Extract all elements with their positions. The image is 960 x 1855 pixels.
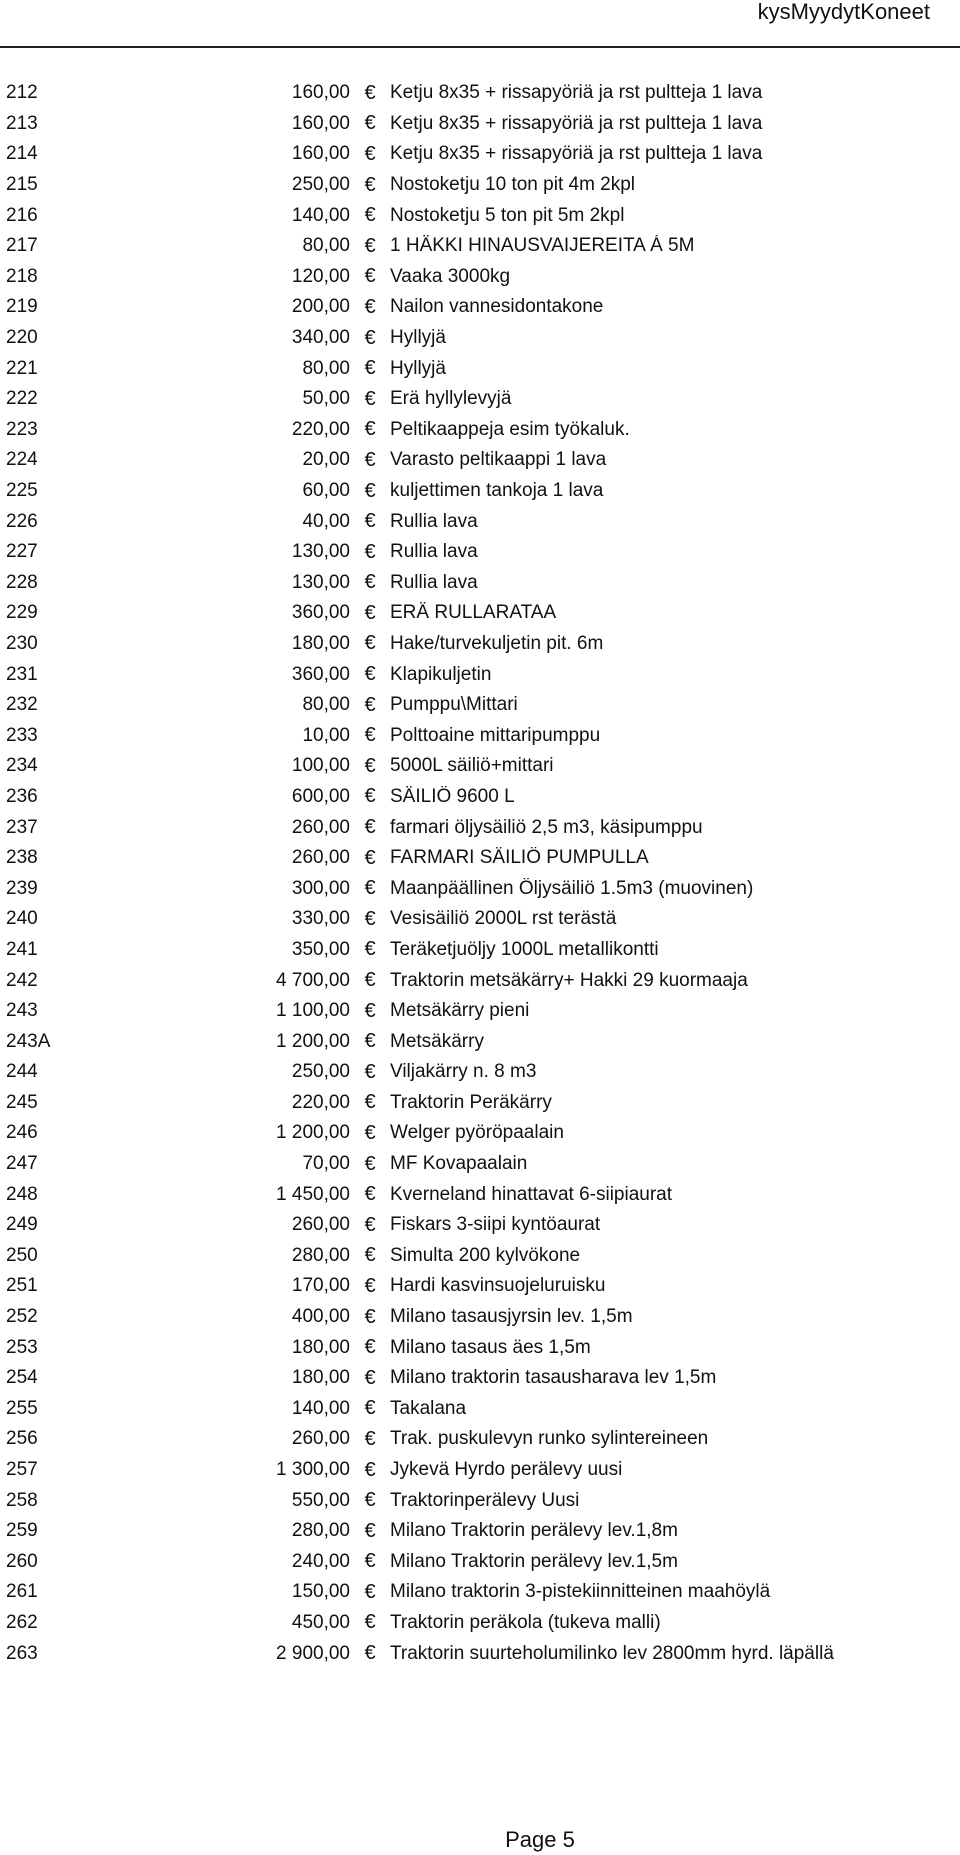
euro-sign: € xyxy=(364,1060,376,1083)
item-number: 243 xyxy=(6,1000,38,1022)
item-price: 260,00 xyxy=(291,1428,350,1450)
item-number: 218 xyxy=(6,265,38,287)
item-description: 5000L säiliö+mittari xyxy=(390,755,554,777)
item-description: Teräketjuöljy 1000L metallikontti xyxy=(390,938,659,960)
list-item xyxy=(0,598,960,629)
item-price: 220,00 xyxy=(291,1091,350,1113)
item-number: 222 xyxy=(6,388,38,410)
list-item xyxy=(0,904,960,935)
euro-sign: € xyxy=(364,540,376,563)
item-description: Milano tasausjyrsin lev. 1,5m xyxy=(390,1306,633,1328)
euro-sign: € xyxy=(364,1274,376,1297)
list-item xyxy=(0,78,960,109)
item-number: 229 xyxy=(6,602,38,624)
item-number: 250 xyxy=(6,1244,38,1266)
list-item xyxy=(0,1455,960,1486)
item-number: 255 xyxy=(6,1397,38,1419)
list-item xyxy=(0,323,960,354)
list-item xyxy=(0,1485,960,1516)
item-description: kuljettimen tankoja 1 lava xyxy=(390,480,604,502)
item-price: 400,00 xyxy=(291,1306,350,1328)
item-price: 80,00 xyxy=(302,357,350,379)
item-description: Kverneland hinattavat 6-siipiaurat xyxy=(390,1183,673,1205)
item-price: 2 900,00 xyxy=(276,1642,350,1664)
item-number: 237 xyxy=(6,816,38,838)
item-price: 1 100,00 xyxy=(276,1000,350,1022)
item-description: Milano Traktorin perälevy lev.1,8m xyxy=(390,1520,678,1542)
item-price: 160,00 xyxy=(291,112,350,134)
item-price: 40,00 xyxy=(302,510,350,532)
list-item xyxy=(0,659,960,690)
euro-sign: € xyxy=(364,601,376,624)
list-item xyxy=(0,1363,960,1394)
item-description: Milano traktorin tasausharava lev 1,5m xyxy=(390,1367,717,1389)
item-price: 220,00 xyxy=(291,418,350,440)
item-number: 219 xyxy=(6,296,38,318)
item-price: 180,00 xyxy=(291,1336,350,1358)
item-description: ERÄ RULLARATAA xyxy=(390,602,557,624)
euro-sign: € xyxy=(364,418,376,441)
item-price: 200,00 xyxy=(291,296,350,318)
euro-sign: € xyxy=(364,387,376,410)
item-number: 261 xyxy=(6,1581,38,1603)
list-item xyxy=(0,1241,960,1272)
euro-sign: € xyxy=(364,938,376,961)
euro-sign: € xyxy=(364,969,376,992)
item-list xyxy=(0,78,960,1669)
item-description: SÄILIÖ 9600 L xyxy=(390,785,515,807)
item-description: Rullia lava xyxy=(390,541,478,563)
item-description: Peltikaappeja esim työkaluk. xyxy=(390,418,630,440)
item-price: 260,00 xyxy=(291,1214,350,1236)
item-number: 239 xyxy=(6,877,38,899)
item-number: 236 xyxy=(6,785,38,807)
euro-sign: € xyxy=(364,1397,376,1420)
list-item xyxy=(0,1332,960,1363)
item-price: 130,00 xyxy=(291,571,350,593)
euro-sign: € xyxy=(364,510,376,533)
item-price: 160,00 xyxy=(291,82,350,104)
list-item xyxy=(0,109,960,140)
item-number: 232 xyxy=(6,694,38,716)
list-item xyxy=(0,537,960,568)
euro-sign: € xyxy=(364,112,376,135)
item-number: 212 xyxy=(6,82,38,104)
list-item xyxy=(0,1516,960,1547)
euro-sign: € xyxy=(364,1091,376,1114)
euro-sign: € xyxy=(364,204,376,227)
euro-sign: € xyxy=(364,265,376,288)
item-price: 140,00 xyxy=(291,204,350,226)
item-description: Nostoketju 5 ton pit 5m 2kpl xyxy=(390,204,625,226)
item-price: 550,00 xyxy=(291,1489,350,1511)
item-description: Takalana xyxy=(390,1397,467,1419)
euro-sign: € xyxy=(364,1121,376,1144)
euro-sign: € xyxy=(364,846,376,869)
item-number: 221 xyxy=(6,357,38,379)
item-number: 230 xyxy=(6,632,38,654)
item-number: 224 xyxy=(6,449,38,471)
list-item xyxy=(0,1302,960,1333)
item-price: 250,00 xyxy=(291,174,350,196)
item-description: Nailon vannesidontakone xyxy=(390,296,604,318)
list-item xyxy=(0,1088,960,1119)
euro-sign: € xyxy=(364,1336,376,1359)
item-number: 220 xyxy=(6,327,38,349)
item-number: 247 xyxy=(6,1153,38,1175)
item-number: 260 xyxy=(6,1550,38,1572)
list-item xyxy=(0,1210,960,1241)
list-item xyxy=(0,782,960,813)
list-item xyxy=(0,629,960,660)
item-description: Traktorin Peräkärry xyxy=(390,1091,552,1113)
item-number: 223 xyxy=(6,418,38,440)
euro-sign: € xyxy=(364,1244,376,1267)
euro-sign: € xyxy=(364,1519,376,1542)
item-number: 263 xyxy=(6,1642,38,1664)
list-item xyxy=(0,1179,960,1210)
item-price: 450,00 xyxy=(291,1611,350,1633)
euro-sign: € xyxy=(364,785,376,808)
list-item xyxy=(0,568,960,599)
list-item xyxy=(0,690,960,721)
item-number: 227 xyxy=(6,541,38,563)
item-price: 350,00 xyxy=(291,938,350,960)
item-description: FARMARI SÄILIÖ PUMPULLA xyxy=(390,847,649,869)
euro-sign: € xyxy=(364,1183,376,1206)
euro-sign: € xyxy=(364,1152,376,1175)
item-number: 226 xyxy=(6,510,38,532)
list-item xyxy=(0,1149,960,1180)
euro-sign: € xyxy=(364,173,376,196)
item-description: Hyllyjä xyxy=(390,357,446,379)
euro-sign: € xyxy=(364,1642,376,1665)
euro-sign: € xyxy=(364,1611,376,1634)
item-number: 246 xyxy=(6,1122,38,1144)
item-number: 244 xyxy=(6,1061,38,1083)
item-number: 231 xyxy=(6,663,38,685)
list-item xyxy=(0,1547,960,1578)
list-item xyxy=(0,996,960,1027)
list-item xyxy=(0,292,960,323)
list-item xyxy=(0,139,960,170)
item-price: 340,00 xyxy=(291,327,350,349)
item-price: 170,00 xyxy=(291,1275,350,1297)
item-number: 225 xyxy=(6,480,38,502)
item-description: Rullia lava xyxy=(390,510,478,532)
item-description: Metsäkärry xyxy=(390,1030,484,1052)
list-item xyxy=(0,1118,960,1149)
item-description: Jykevä Hyrdo perälevy uusi xyxy=(390,1459,623,1481)
item-description: Traktorin suurteholumilinko lev 2800mm hyrd. läpällä xyxy=(390,1642,834,1664)
item-number: 248 xyxy=(6,1183,38,1205)
euro-sign: € xyxy=(364,1366,376,1389)
euro-sign: € xyxy=(364,295,376,318)
list-item xyxy=(0,1638,960,1669)
item-number: 245 xyxy=(6,1091,38,1113)
item-number: 242 xyxy=(6,969,38,991)
euro-sign: € xyxy=(364,571,376,594)
euro-sign: € xyxy=(364,663,376,686)
item-number: 228 xyxy=(6,571,38,593)
header-rule xyxy=(0,46,960,48)
item-price: 70,00 xyxy=(302,1153,350,1175)
euro-sign: € xyxy=(364,1305,376,1328)
list-item xyxy=(0,1271,960,1302)
euro-sign: € xyxy=(364,326,376,349)
item-number: 243A xyxy=(6,1030,51,1052)
list-item xyxy=(0,231,960,262)
item-price: 600,00 xyxy=(291,785,350,807)
item-description: Maanpäällinen Öljysäiliö 1.5m3 (muovinen) xyxy=(390,877,754,899)
item-number: 217 xyxy=(6,235,38,257)
euro-sign: € xyxy=(364,81,376,104)
item-description: Traktorin metsäkärry+ Hakki 29 kuormaaja xyxy=(390,969,748,991)
item-price: 240,00 xyxy=(291,1550,350,1572)
item-price: 140,00 xyxy=(291,1397,350,1419)
euro-sign: € xyxy=(364,1550,376,1573)
item-price: 250,00 xyxy=(291,1061,350,1083)
list-item xyxy=(0,751,960,782)
list-item xyxy=(0,170,960,201)
item-description: Traktorinperälevy Uusi xyxy=(390,1489,580,1511)
item-price: 10,00 xyxy=(302,724,350,746)
item-price: 1 450,00 xyxy=(276,1183,350,1205)
item-price: 280,00 xyxy=(291,1244,350,1266)
list-item xyxy=(0,1424,960,1455)
euro-sign: € xyxy=(364,357,376,380)
euro-sign: € xyxy=(364,448,376,471)
item-number: 256 xyxy=(6,1428,38,1450)
item-description: Metsäkärry pieni xyxy=(390,1000,530,1022)
euro-sign: € xyxy=(364,754,376,777)
item-description: Ketju 8x35 + rissapyöriä ja rst pultteja 1 lava xyxy=(390,112,763,134)
list-item xyxy=(0,1608,960,1639)
item-price: 300,00 xyxy=(291,877,350,899)
list-item xyxy=(0,1394,960,1425)
euro-sign: € xyxy=(364,1458,376,1481)
item-price: 180,00 xyxy=(291,1367,350,1389)
item-price: 150,00 xyxy=(291,1581,350,1603)
list-item xyxy=(0,200,960,231)
list-item xyxy=(0,843,960,874)
item-price: 330,00 xyxy=(291,908,350,930)
item-price: 160,00 xyxy=(291,143,350,165)
list-item xyxy=(0,476,960,507)
list-item xyxy=(0,1057,960,1088)
item-description: Viljakärry n. 8 m3 xyxy=(390,1061,537,1083)
list-item xyxy=(0,873,960,904)
item-price: 60,00 xyxy=(302,480,350,502)
list-item xyxy=(0,415,960,446)
list-item xyxy=(0,965,960,996)
item-description: Milano tasaus äes 1,5m xyxy=(390,1336,591,1358)
euro-sign: € xyxy=(364,999,376,1022)
item-description: farmari öljysäiliö 2,5 m3, käsipumppu xyxy=(390,816,703,838)
item-price: 4 700,00 xyxy=(276,969,350,991)
item-description: MF Kovapaalain xyxy=(390,1153,528,1175)
item-number: 234 xyxy=(6,755,38,777)
page-number: Page 5 xyxy=(505,1827,575,1852)
item-description: Simulta 200 kylvökone xyxy=(390,1244,581,1266)
list-item xyxy=(0,384,960,415)
document-header-title: kysMyydytKoneet xyxy=(757,0,930,24)
item-description: Milano traktorin 3-pistekiinnitteinen maahöylä xyxy=(390,1581,771,1603)
item-description: Pumppu\Mittari xyxy=(390,694,518,716)
item-number: 240 xyxy=(6,908,38,930)
euro-sign: € xyxy=(364,877,376,900)
item-price: 1 200,00 xyxy=(276,1122,350,1144)
item-number: 259 xyxy=(6,1520,38,1542)
item-number: 249 xyxy=(6,1214,38,1236)
item-price: 360,00 xyxy=(291,663,350,685)
item-description: Klapikuljetin xyxy=(390,663,492,685)
list-item xyxy=(0,935,960,966)
item-number: 233 xyxy=(6,724,38,746)
item-number: 214 xyxy=(6,143,38,165)
item-price: 260,00 xyxy=(291,847,350,869)
item-description: 1 HÄKKI HINAUSVAIJEREITA Á 5M xyxy=(390,235,695,257)
item-number: 251 xyxy=(6,1275,38,1297)
item-description: Trak. puskulevyn runko sylintereineen xyxy=(390,1428,709,1450)
item-description: Welger pyöröpaalain xyxy=(390,1122,564,1144)
euro-sign: € xyxy=(364,1427,376,1450)
list-item xyxy=(0,1026,960,1057)
item-number: 258 xyxy=(6,1489,38,1511)
list-item xyxy=(0,1577,960,1608)
item-price: 280,00 xyxy=(291,1520,350,1542)
item-description: Fiskars 3-siipi kyntöaurat xyxy=(390,1214,601,1236)
item-price: 50,00 xyxy=(302,388,350,410)
item-price: 180,00 xyxy=(291,632,350,654)
euro-sign: € xyxy=(364,479,376,502)
item-price: 260,00 xyxy=(291,816,350,838)
euro-sign: € xyxy=(364,142,376,165)
list-item xyxy=(0,353,960,384)
item-price: 80,00 xyxy=(302,235,350,257)
item-description: Varasto peltikaappi 1 lava xyxy=(390,449,607,471)
item-number: 215 xyxy=(6,174,38,196)
item-description: Vaaka 3000kg xyxy=(390,265,511,287)
item-description: Ketju 8x35 + rissapyöriä ja rst pultteja 1 lava xyxy=(390,82,763,104)
item-description: Hardi kasvinsuojeluruisku xyxy=(390,1275,606,1297)
item-description: Vesisäiliö 2000L rst terästä xyxy=(390,908,617,930)
euro-sign: € xyxy=(364,693,376,716)
item-price: 360,00 xyxy=(291,602,350,624)
item-description: Rullia lava xyxy=(390,571,478,593)
item-number: 253 xyxy=(6,1336,38,1358)
item-price: 130,00 xyxy=(291,541,350,563)
item-description: Traktorin peräkola (tukeva malli) xyxy=(390,1611,661,1633)
item-number: 216 xyxy=(6,204,38,226)
euro-sign: € xyxy=(364,1030,376,1053)
euro-sign: € xyxy=(364,234,376,257)
euro-sign: € xyxy=(364,1580,376,1603)
euro-sign: € xyxy=(364,1489,376,1512)
euro-sign: € xyxy=(364,1213,376,1236)
list-item xyxy=(0,812,960,843)
euro-sign: € xyxy=(364,907,376,930)
item-description: Hake/turvekuljetin pit. 6m xyxy=(390,632,604,654)
euro-sign: € xyxy=(364,632,376,655)
item-price: 1 200,00 xyxy=(276,1030,350,1052)
item-number: 241 xyxy=(6,938,38,960)
list-item xyxy=(0,445,960,476)
item-number: 257 xyxy=(6,1459,38,1481)
euro-sign: € xyxy=(364,816,376,839)
item-number: 252 xyxy=(6,1306,38,1328)
list-item xyxy=(0,506,960,537)
item-number: 238 xyxy=(6,847,38,869)
item-price: 1 300,00 xyxy=(276,1459,350,1481)
item-description: Erä hyllylevyjä xyxy=(390,388,512,410)
euro-sign: € xyxy=(364,724,376,747)
item-price: 20,00 xyxy=(302,449,350,471)
item-price: 120,00 xyxy=(291,265,350,287)
item-number: 213 xyxy=(6,112,38,134)
item-price: 100,00 xyxy=(291,755,350,777)
item-price: 80,00 xyxy=(302,694,350,716)
item-description: Milano Traktorin perälevy lev.1,5m xyxy=(390,1550,678,1572)
item-description: Polttoaine mittaripumppu xyxy=(390,724,601,746)
item-number: 262 xyxy=(6,1611,38,1633)
item-description: Ketju 8x35 + rissapyöriä ja rst pultteja 1 lava xyxy=(390,143,763,165)
item-number: 254 xyxy=(6,1367,38,1389)
item-description: Nostoketju 10 ton pit 4m 2kpl xyxy=(390,174,636,196)
item-description: Hyllyjä xyxy=(390,327,446,349)
list-item xyxy=(0,720,960,751)
list-item xyxy=(0,262,960,293)
